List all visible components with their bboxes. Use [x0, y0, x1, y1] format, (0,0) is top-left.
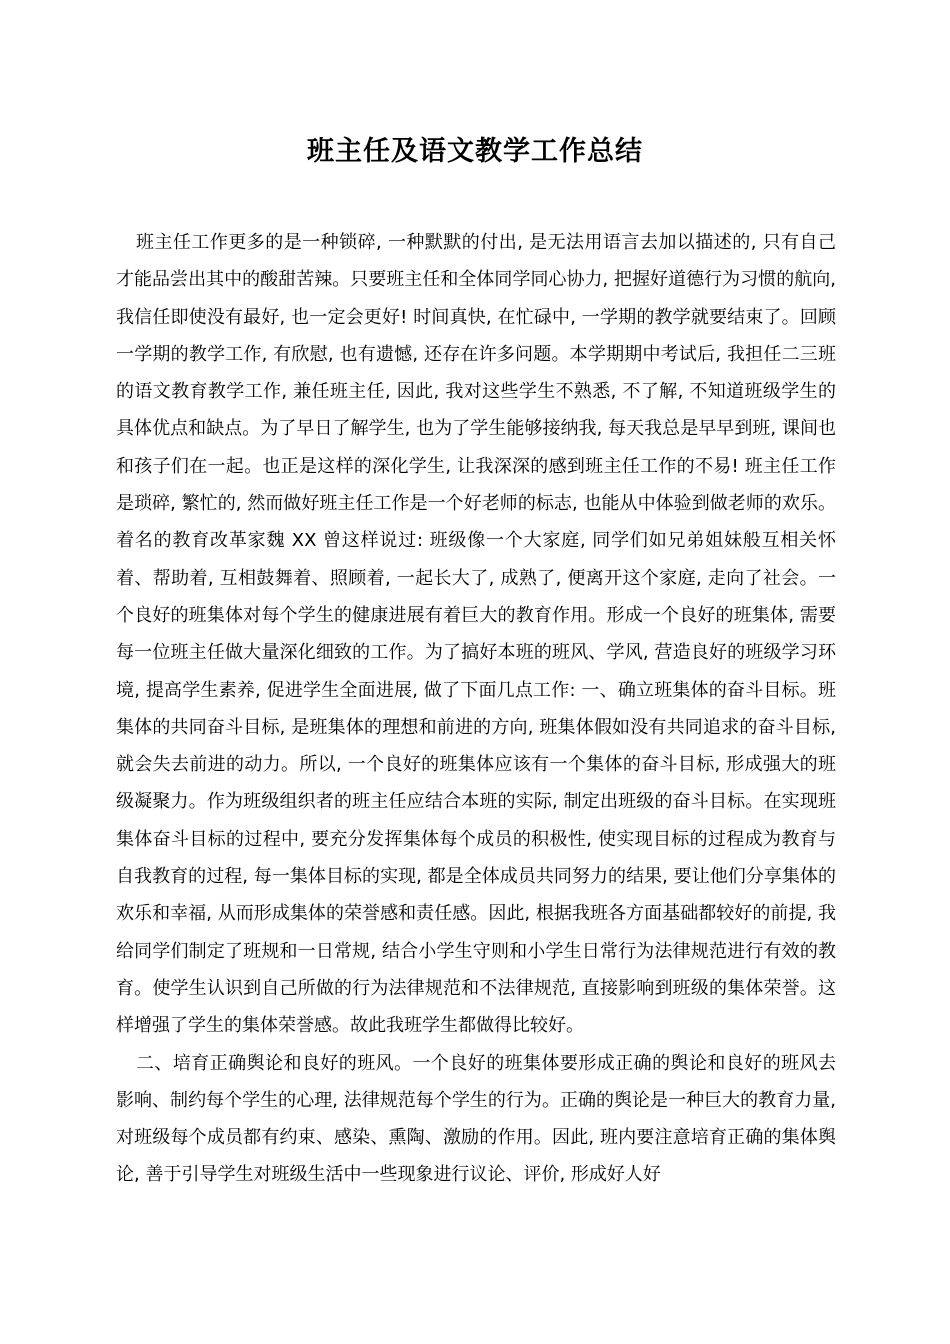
document-title: 班主任及语文教学工作总结	[307, 136, 643, 167]
paragraph-1: 班主任工作更多的是一种锁碎, 一种默默的付出, 是无法用语言去加以描述的, 只有自己才能品尝出其中的酸甜苦辣。只要班主任和全体同学同心协力, 把握好道德行为习惯的航向, 我信任即使没有最好, 也一定会更好! 时间真快, 在忙碌中, 一学期的教学就要结束了。回顾一学期的教学工作, 有欣慰, 也有遗憾, 还存在许多问题。本学期期中考试后, 我担任二三班的语文教育教学工作, 兼任班主任, 因此, 我对这些学生不熟悉, 不了解, 不知道班级学生的具体优点和缺点。为了早日了解学生, 也为了学生能够接纳我, 每天我总是早早到班, 课间也和孩子们在一起。也正是这样的深化学生, 让我深深的感到班主任工作的不易! 班主任工作是琐碎, 繁忙的, 然而做好班主任工作是一个好老师的标志, 也能从中体验到做老师的欢乐。着名的教育改革家魏 XX 曾这样说过: 班级像一个大家庭, 同学们如兄弟姐妹般互相关怀着、帮助着, 互相鼓舞着、照顾着, 一起长大了, 成熟了, 便离开这个家庭, 走向了社会。一个良好的班集体对每个学生的健康进展有着巨大的教育作用。形成一个良好的班集体, 需要每一位班主任做大量深化细致的工作。为了搞好本班的班风、学风, 营造良好的班级学习环境, 提高学生素养, 促进学生全面进展, 做了下面几点工作: 一、确立班集体的奋斗目标。班集体的共同奋斗目标, 是班集体的理想和前进的方向, 班集体假如没有共同追求的奋斗目标, 就会失去前进的动力。所以, 一个良好的班集体应该有一个集体的奋斗目标, 形成强大的班级凝聚力。作为班级组织者的班主任应结合本班的实际, 制定出班级的奋斗目标。在实现班集体奋斗目标的过程中, 要充分发挥集体每个成员的积极性, 使实现目标的过程成为教育与自我教育的过程, 每一集体目标的实现, 都是全体成员共同努力的结果, 要让他们分享集体的欢乐和幸福, 从而形成集体的荣誉感和责任感。因此, 根据我班各方面基础都较好的前提, 我给同学们制定了班规和一日常规, 结合小学生守则和小学生日常行为法律规范进行有效的教育。使学生认识到自己所做的行为法律规范和不法律规范, 直接影响到班级的集体荣誉。这样增强了学生的集体荣誉感。故此我班学生都做得比较好。	[116, 232, 836, 1037]
paragraph-2: 二、培育正确舆论和良好的班风。一个良好的班集体要形成正确的舆论和良好的班风去影响、制约每个学生的心理, 法律规范每个学生的行为。正确的舆论是一种巨大的教育力量, 对班级每个成员都有约束、感染、熏陶、激励的作用。因此, 班内要注意培育正确的集体舆论, 善于引导学生对班级生活中一些现象进行议论、评价, 形成好人好	[116, 1052, 836, 1186]
document-body	[116, 224, 836, 1194]
